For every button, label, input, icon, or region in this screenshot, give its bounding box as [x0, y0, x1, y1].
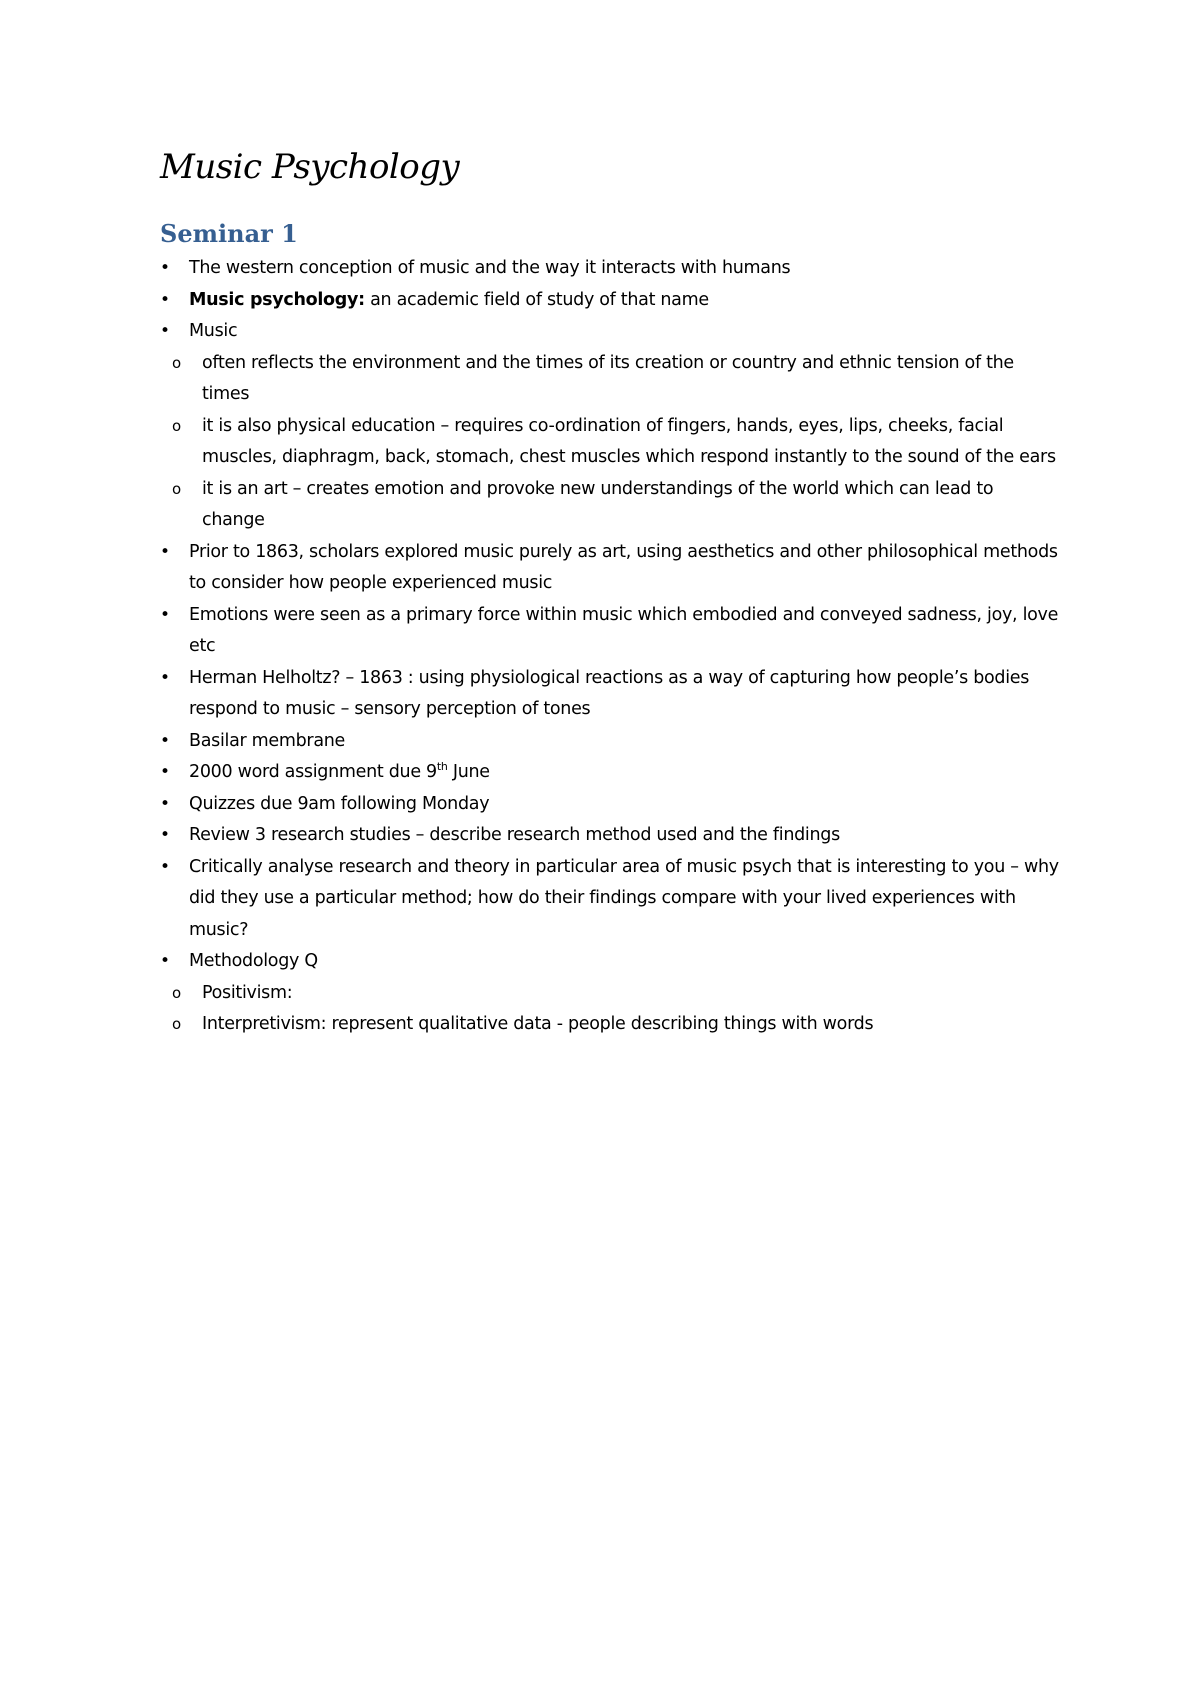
sub-bullet-marker: o [172, 416, 181, 435]
sub-list [160, 978, 1060, 1041]
list-item [160, 852, 1060, 947]
sub-list [160, 348, 1060, 537]
section-heading-seminar-1: Seminar 1 [160, 219, 298, 248]
sub-list-item-text: it is an art – creates emotion and provoke new understandings of the world which can lead to change [202, 478, 994, 530]
list-item [160, 663, 1060, 726]
list-item-text: an academic field of study of that name [364, 289, 709, 310]
list-item [160, 285, 1060, 317]
bullet-marker: • [160, 951, 170, 971]
sub-list-item-text: Interpretivism: represent qualitative data - people describing things with words [202, 1014, 874, 1034]
sub-list-item [160, 978, 1060, 1010]
list-item-text: Prior to 1863, scholars explored music purely as art, using aesthetics and other philosophical methods to consider how people experienced music [189, 541, 1058, 593]
sub-list-item [160, 1009, 1060, 1041]
list-item-text: The western conception of music and the way it interacts with humans [189, 258, 791, 278]
sub-list-item-text: it is also physical education – requires co-ordination of fingers, hands, eyes, lips, cheeks, facial muscles, diaphragm, back, stomach, chest muscles which respond instantly to the sound of the ears [202, 415, 1056, 467]
bullet-marker: • [160, 825, 170, 845]
list-item-text: Herman Helholtz? – 1863 : using physiological reactions as a way of capturing how people’s bodies respond to music – sensory perception of tones [189, 667, 1030, 719]
list-item [160, 316, 1060, 537]
list-item [160, 946, 1060, 1041]
list-item [160, 820, 1060, 852]
list-item [160, 600, 1060, 663]
list-item-text: Review 3 research studies – describe research method used and the findings [189, 825, 840, 845]
bullet-marker: • [160, 793, 170, 814]
list-item-text: Basilar membrane [189, 730, 345, 751]
bullet-marker: • [160, 289, 170, 310]
bullet-marker: • [160, 856, 170, 877]
bullet-marker: • [160, 667, 170, 688]
document-title: Music Psychology [160, 147, 460, 187]
list-item [160, 757, 1060, 789]
list-item-text: June [447, 762, 490, 782]
list-item-text: Methodology Q [189, 951, 318, 971]
sub-list-item-text: Positivism: [202, 982, 293, 1003]
bullet-marker: • [160, 541, 170, 562]
term-label: Music psychology: [189, 289, 365, 310]
sub-bullet-marker: o [172, 479, 181, 498]
sub-list-item-text: often reflects the environment and the times of its creation or country and ethnic tension of the times [202, 352, 1014, 404]
list-item-text: Critically analyse research and theory in particular area of music psych that is interesting to you – why did they use a particular method; how do their findings compare with your lived experiences with music? [189, 856, 1059, 940]
bullet-marker: • [160, 762, 170, 782]
list-item-text: Quizzes due 9am following Monday [189, 793, 490, 814]
bullet-marker: • [160, 258, 170, 278]
list-item-text: Music [189, 321, 238, 341]
sub-list-item [160, 348, 1060, 411]
list-item-text: 2000 word assignment due 9 [189, 762, 437, 782]
list-item-text: Emotions were seen as a primary force within music which embodied and conveyed sadness, joy, love etc [189, 604, 1059, 656]
bullet-marker: • [160, 604, 170, 625]
sub-bullet-marker: o [172, 983, 181, 1002]
list-item [160, 789, 1060, 821]
sub-bullet-marker: o [172, 353, 181, 372]
sub-list-item [160, 411, 1060, 474]
sub-bullet-marker: o [172, 1015, 181, 1033]
bullet-list [160, 253, 1060, 1041]
list-item [160, 253, 1060, 285]
superscript-ordinal: th [436, 760, 448, 774]
list-item [160, 726, 1060, 758]
sub-list-item [160, 474, 1060, 537]
bullet-marker: • [160, 730, 170, 751]
list-item [160, 537, 1060, 600]
document-content [160, 145, 1060, 1041]
bullet-marker: • [160, 321, 170, 341]
